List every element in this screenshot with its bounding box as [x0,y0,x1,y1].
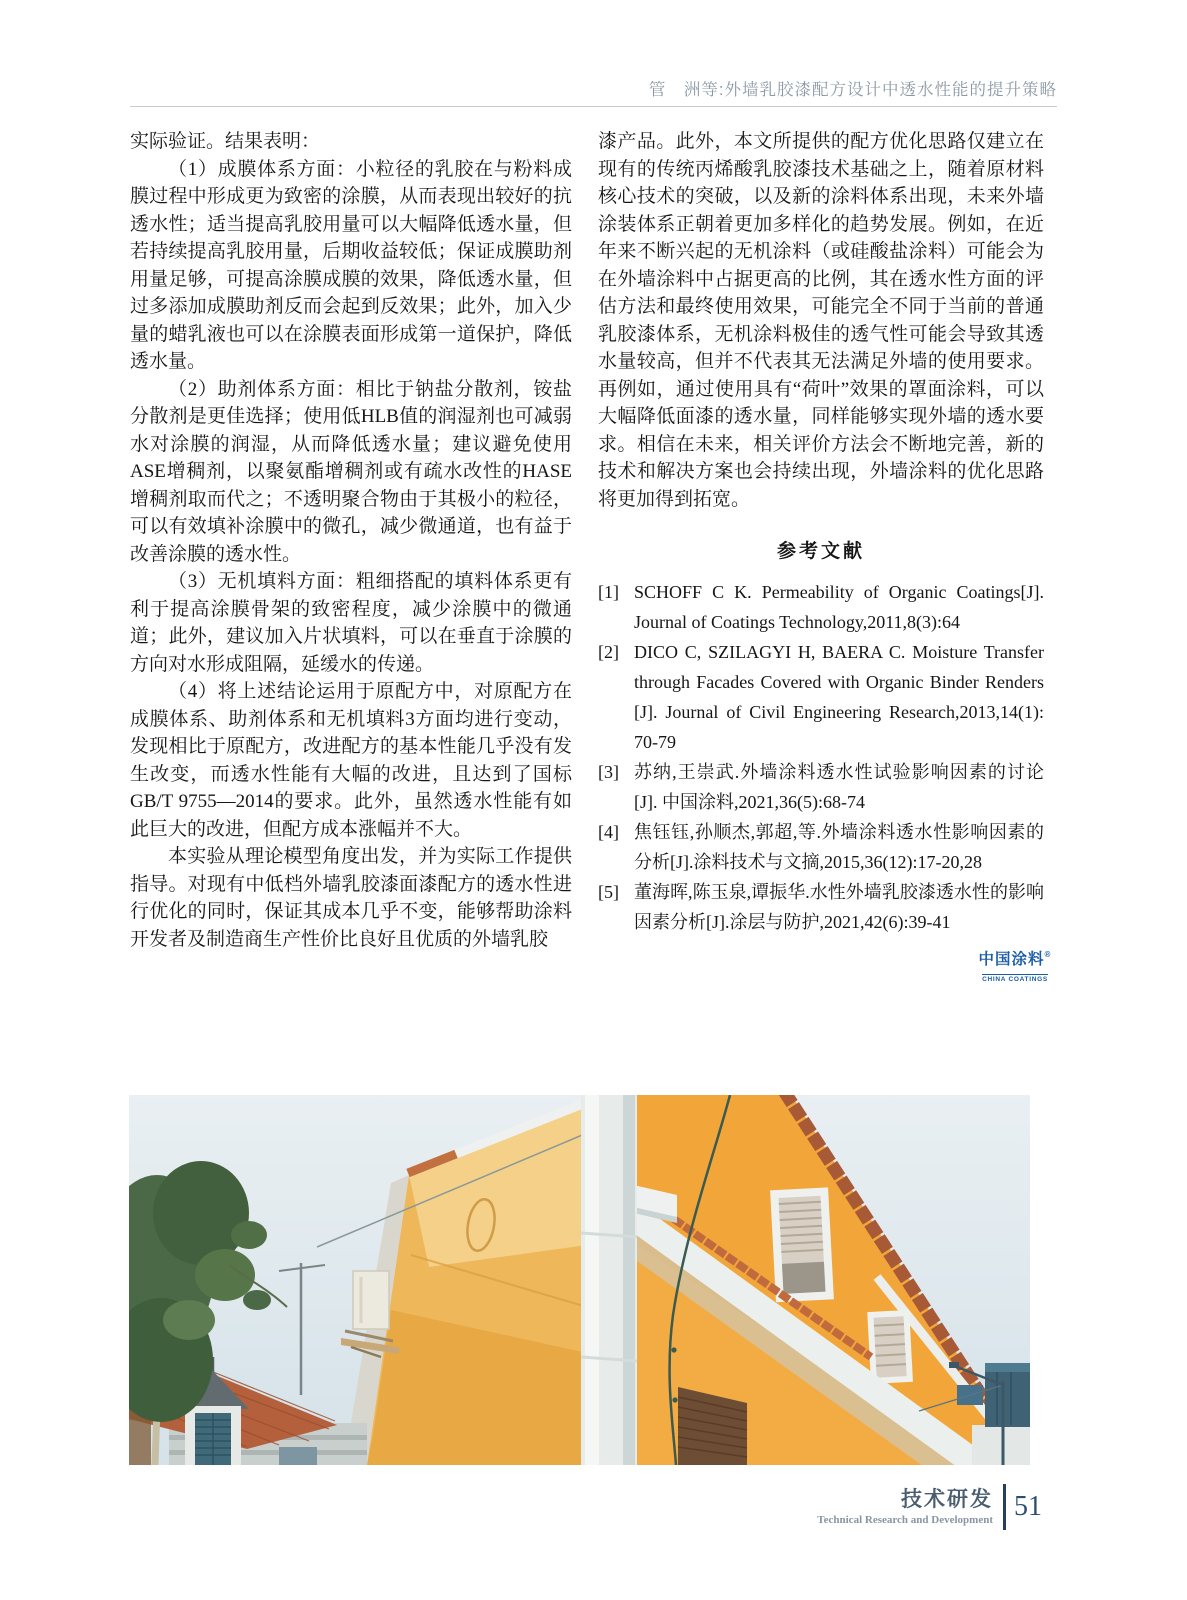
window-shutter-1 [770,1187,834,1302]
building-photo [129,1095,1030,1465]
paragraph: （3）无机填料方面：粗细搭配的填料体系更有利于提高涂膜骨架的致密程度，减少涂膜中的微通道；此外，建议加入片状填料，可以在垂直于涂膜的方向对水形成阻隔，延缓水的传递。 [130,571,572,675]
reference-number: [2] [598,641,619,662]
running-title: 管 洲等:外墙乳胶漆配方设计中透水性能的提升策略 [648,81,1057,99]
paragraph: 漆产品。此外，本文所提供的配方优化思路仅建立在现有的传统丙烯酸乳胶漆技术基础之上，随着原材料核心技术的突破，以及新的涂料体系出现，未来外墙涂装体系正朝着更加多样化的趋势发展。例如，在近年来不断兴起的无机涂料（或硅酸盐涂料）可能会为在外墙涂料中占据更高的比例，其在透水性方面的评估方法和最终使用效果，可能完全不同于当前的普通乳胶漆体系，无机涂料极佳的透气性可能会导致其透水量较高，但并不代表其无法满足外墙的使用要求。再例如，通过使用具有“荷叶”效果的罩面涂料，可以大幅降低面漆的透水量，同样能够实现外墙的透水要求。相信在未来，相关评价方法会不断地完善，新的技术和解决方案也会持续出现，外墙涂料的优化思路将更加得到拓宽。 [598,131,1044,510]
right-column [598,128,1044,937]
paragraph: （4）将上述结论运用于原配方中，对原配方在成膜体系、助剂体系和无机填料3方面均进行变动，发现相比于原配方，改进配方的基本性能几乎没有发生改变，而透水性能有大幅的改进，且达到了国标GB/T 9755—2014的要求。此外，虽然透水性能有如此巨大的改进，但配方成本涨幅并不大。 [130,681,572,840]
window-shutter-2 [867,1310,913,1384]
paragraph: （1）成膜体系方面：小粒径的乳胶在与粉料成膜过程中形成更为致密的涂膜，从而表现出较好的抗透水性；适当提高乳胶用量可以大幅降低透水量，但若持续提高乳胶用量，后期收益较低；保证成膜助剂用量足够，可提高涂膜成膜的效果，降低透水量，但过多添加成膜助剂反而会起到反效果；此外，加入少量的蜡乳液也可以在涂膜表面形成第一道保护，降低透水量。 [130,158,572,372]
reference-text: DICO C, SZILAGYI H, BAERA C. Moisture Transfer through Facades Covered with Organic Binder Renders [J]. Journal of Civil Engineering Research,2013,14(1): 70-79 [634,641,1044,752]
footer-section-cn: 技术研发 [901,1487,993,1511]
reference-item [598,817,1044,877]
left-column [130,128,572,953]
reference-item [598,757,1044,817]
reference-text: 董海晖,陈玉泉,谭振华.水性外墙乳胶漆透水性的影响因素分析[J].涂层与防护,2021,42(6):39-41 [634,881,1044,932]
reference-text: 焦钰钰,孙顺杰,郭超,等.外墙涂料透水性影响因素的分析[J].涂料技术与文摘,2015,36(12):17-20,28 [634,821,1044,872]
registered-mark: ® [1044,950,1052,959]
reference-number: [5] [598,881,619,902]
reference-text: SCHOFF C K. Permeability of Organic Coatings[J]. Journal of Coatings Technology,2011,8(3):64 [634,581,1044,632]
reference-number: [1] [598,581,619,602]
footer-section-labels [817,1488,993,1527]
reference-item [598,637,1044,757]
paragraph: 实际验证。结果表明： [130,131,321,152]
reference-item [598,877,1044,937]
header-rule [130,106,1057,107]
page-number: 51 [1014,1491,1042,1522]
downpipe [581,1095,637,1465]
references-title: 参考文献 [776,541,865,562]
logo-cn-text: 中国涂料® [978,950,1052,968]
footer-divider [1003,1484,1006,1530]
paragraph: （2）助剂体系方面：相比于钠盐分散剂，铵盐分散剂是更佳选择；使用低HLB值的润湿剂也可减弱水对涂膜的润湿，从而降低透水量；建议避免使用ASE增稠剂，以聚氨酯增稠剂或有疏水改性的HASE增稠剂取而代之；不透明聚合物由于其极小的粒径，可以有效填补涂膜中的微孔，减少微通道，也有益于改善涂膜的透水性。 [130,378,572,565]
reference-number: [3] [598,761,619,782]
footer-section-en: Technical Research and Development [817,1513,993,1526]
paragraph: 本实验从理论模型角度出发，并为实际工作提供指导。对现有中低档外墙乳胶漆面漆配方的透水性进行优化的同时，保证其成本几乎不变，能够帮助涂料开发者及制造商生产性价比良好且优质的外墙乳胶 [130,846,572,950]
reference-number: [4] [598,821,619,842]
logo-en-text: CHINA COATINGS [982,974,1048,984]
reference-text: 苏纳,王崇武.外墙涂料透水性试验影响因素的讨论[J]. 中国涂料,2021,36(5):68-74 [634,761,1044,812]
footer [0,1484,1042,1530]
china-coatings-logo [972,951,1058,986]
reference-item [598,577,1044,637]
